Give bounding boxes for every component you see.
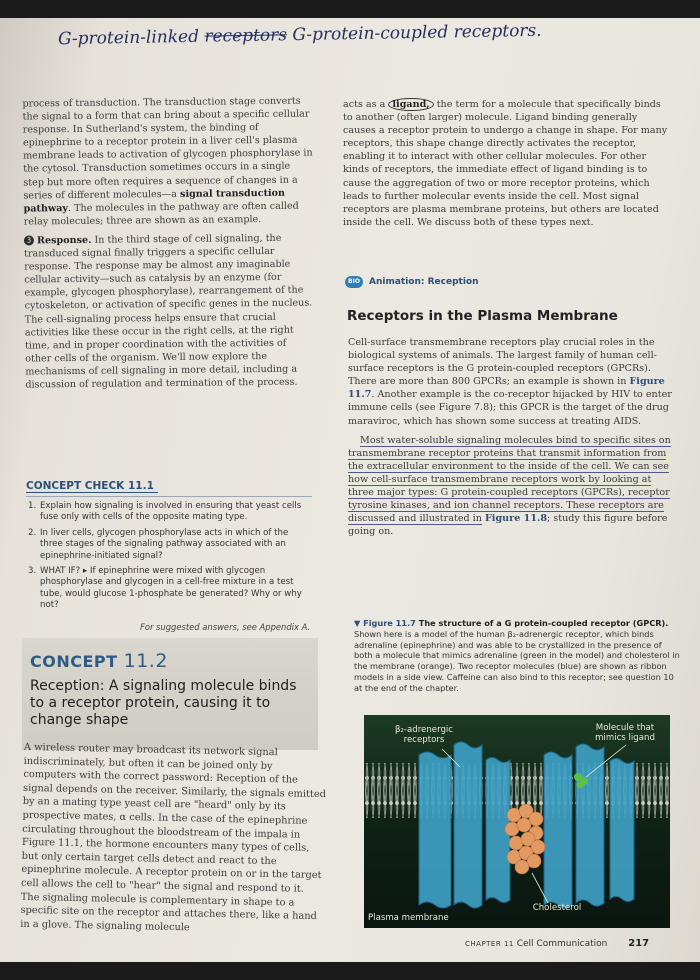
- response-paragraph: [24, 231, 316, 391]
- page-footer: [465, 938, 649, 949]
- concept-label: [30, 650, 168, 672]
- handwritten-note: [58, 19, 658, 49]
- right-column-mid: [348, 336, 678, 544]
- ligand-text: the term for a molecule that specifically binds to another (often larger) molecule. Ligand binding generally causes a receptor protein to undergo a change in shape. For many receptors, this shape change directly activates the receptor, enabling it to interact with other cellular molecules. For other kinds of receptors, the immediate effect of ligand binding is to cause the aggregation of two or more receptor proteins, which leads to further molecular events inside the cell. Most signal receptors are plasma membrane proteins, but others are located inside the cell. We discuss both of these types next.: [343, 99, 668, 228]
- handwritten-part1: G-protein-linked: [57, 26, 200, 50]
- ligand-term-circled: ligand,: [388, 98, 433, 111]
- label-plasma-membrane: Plasma membrane: [368, 913, 449, 923]
- page-number: 217: [628, 938, 650, 949]
- figure-caption-text: Shown here is a model of the human β₂-adrenergic receptor, which binds adrenaline (epinephrine) and was able to be crystallized in the presence of both a molecule that mimics adrenaline (green in the model) and cholesterol in the membrane (orange). Two receptor molecules (blue) are shown as ribbon models in a side view. Caffeine can also bind to this receptor; see question 10 at the end of the chapter.: [354, 628, 680, 693]
- transduction-paragraph: [22, 94, 313, 228]
- item-number: 2.: [28, 527, 37, 538]
- section-heading: Receptors in the Plasma Membrane: [347, 308, 618, 324]
- ligand-paragraph: [343, 98, 673, 229]
- ligand-pre: acts as a: [343, 99, 386, 110]
- step-3-icon: 3: [24, 236, 34, 246]
- transduction-text-end: . The molecules in the pathway are often called relay molecules; three are shown as an example.: [23, 200, 299, 228]
- animation-label: Animation: Reception: [369, 277, 479, 287]
- concept-check-item: [28, 501, 310, 524]
- item-text: In liver cells, glycogen phosphorylase acts in which of the three stages of the signaling pathway associated with an epinephrine-initiated signal?: [40, 527, 289, 561]
- item-text: Explain how signaling is involved in ensuring that yeast cells fuse only with cells of the opposite mating type.: [40, 501, 302, 523]
- figure-title: The structure of a G protein-coupled receptor (GPCR).: [415, 618, 669, 628]
- label-ligand-mimic: Molecule that mimics ligand: [595, 723, 655, 743]
- concept-title: Reception: A signaling molecule binds to a receptor protein, causing it to change shape: [30, 678, 297, 728]
- animation-link[interactable]: [345, 276, 675, 288]
- concept-check-item: [28, 528, 310, 562]
- gpcr-text: Cell-surface transmembrane receptors play crucial roles in the biological systems of animals. The largest family of human cell-surface receptors is the G protein-coupled receptors (GPCRs). There are more than 800 GPCRs; an example is shown in: [348, 337, 657, 388]
- right-column-top: [343, 98, 673, 235]
- textbook-page: [0, 18, 700, 962]
- item-text: WHAT IF? ▸ If epinephrine were mixed with glycogen phosphorylase and glycogen in a cell-free mixture in a test tube, would glucose 1-phosphate be generated? Why or why not?: [40, 566, 302, 611]
- gpcr-model-illustration: [364, 715, 670, 928]
- handwritten-part3: G-protein-coupled receptors.: [292, 20, 542, 46]
- response-text: In the third stage of cell signaling, the transduced signal finally triggers a specific cellular response. The response may be almost any imaginable cellular activity—such as catalysis by an enzyme (for example, glycogen phosphorylase), rearrangement of the cytoskeleton, or activation of specific genes in the nucleus. The cell-signaling process helps ensure that crucial activities like these occur in the right cells, at the right time, and in proper coordination with the activities of other cells of the organism. We'll now explore the mechanisms of cell signaling in more detail, including a discussion of regulation and termination of the process.: [24, 232, 313, 391]
- item-number: 3.: [28, 566, 37, 577]
- left-column-top: [22, 94, 315, 397]
- concept-check-title: CONCEPT CHECK 11.1: [26, 480, 158, 493]
- receptor-types-text-end: ; study this figure before going on.: [348, 513, 668, 538]
- signal-transduction-term: signal transduction pathway: [23, 187, 286, 215]
- concept-check-footnote: For suggested answers, see Appendix A.: [140, 622, 311, 632]
- concept-check-item: [28, 566, 310, 612]
- gpcr-paragraph: [348, 336, 678, 428]
- gpcr-structure-figure: [364, 715, 670, 928]
- concept-check-divider: [26, 496, 312, 497]
- figure-ref-11-8[interactable]: Figure 11.8: [485, 513, 548, 525]
- footer-title: Cell Communication: [516, 939, 608, 949]
- figure-ref-11-7[interactable]: Figure 11.7: [348, 376, 665, 401]
- label-cholesterol: Cholesterol: [532, 903, 582, 913]
- receptor-types-text: Most water-soluble signaling molecules bind to specific sites on transmembrane receptor proteins that transmit information from the extracellular environment to the inside of the cell. We can see how cell-surface transmembrane receptors work by looking at three major types: G protein-coupled receptors (GPCRs), receptor tyrosine kinases, and ion channel receptors. These receptors are discussed and illustrated in: [348, 434, 671, 525]
- figure-number: ▼ Figure 11.7: [354, 618, 416, 628]
- response-term: Response.: [36, 234, 92, 247]
- figure-caption: [354, 618, 682, 694]
- handwritten-strikethrough: receptors: [204, 25, 288, 47]
- gpcr-text-end: . Another example is the co-receptor hijacked by HIV to enter immune cells (see Figure 7.8); this GPCR is the target of the drug maraviroc, which has shown some success at treating AIDS.: [348, 389, 672, 427]
- item-number: 1.: [28, 501, 37, 511]
- footer-chapter: CHAPTER 11: [465, 940, 514, 948]
- concept-number: 11.2: [123, 650, 168, 672]
- label-receptors: β₂-adrenergic receptors: [394, 725, 454, 745]
- transduction-text: process of transduction. The transduction stage converts the signal to a form that can bring about a specific cellular response. In Sutherland's system, the binding of epinephrine to a receptor protein in a liver cell's plasma membrane leads to activation of glycogen phosphorylase in the cytosol. Transduction sometimes occurs in a single step but more often requires a sequence of changes in a series of different molecules—a: [22, 95, 313, 202]
- animation-icon: BIO: [345, 276, 363, 288]
- concept-check-list: [28, 501, 310, 616]
- reception-paragraph: A wireless router may broadcast its network signal indiscriminately, but often it can be joined only by computers with the correct password: Reception of the signal depends on the receiver. Similarly, the signals emitted by an a mating type yeast cell are "heard" only by its prospective mates, α cells. In the case of the epinephrine circulating throughout the bloodstream of the impala in Figure 11.1, the hormone encounters many types of cells, but only certain target cells detect and react to the epinephrine molecule. A receptor protein on or in the target cell allows the cell to "hear" the signal and respond to it. The signaling molecule is complementary in shape to a specific site on the receptor and attaches there, like a hand in a glove. The signaling molecule: [20, 741, 327, 934]
- left-column-bottom: [20, 741, 328, 944]
- receptor-types-paragraph: [348, 434, 678, 539]
- concept-word: CONCEPT: [30, 652, 118, 671]
